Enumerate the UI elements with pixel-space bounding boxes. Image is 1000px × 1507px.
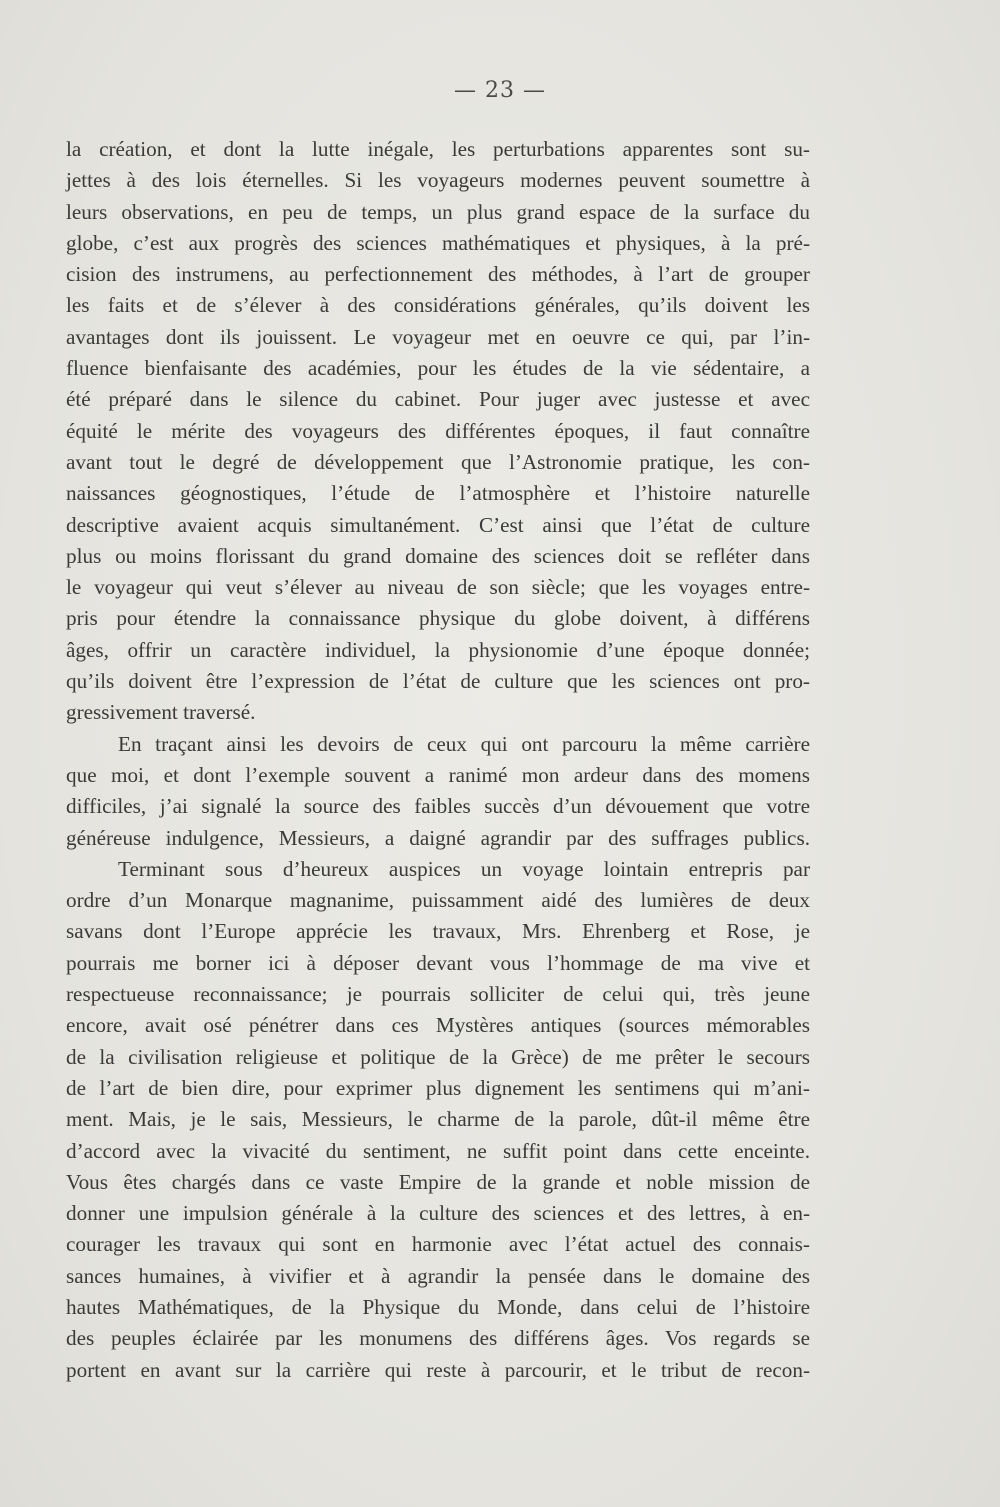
text-line: encore, avait osé pénétrer dans ces Mystères antiques (sources mémorables bbox=[66, 1013, 810, 1038]
page-number: — 23 — bbox=[454, 78, 546, 103]
text-line: respectueuse reconnaissance; je pourrais solliciter de celui qui, très jeune bbox=[66, 982, 810, 1007]
text-line: été préparé dans le silence du cabinet. Pour juger avec justesse et avec bbox=[66, 387, 810, 412]
text-line: jettes à des lois éternelles. Si les voyageurs modernes peuvent soumettre à bbox=[66, 168, 810, 193]
text-line: plus ou moins florissant du grand domaine des sciences doit se refléter dans bbox=[66, 543, 810, 568]
text-line: les faits et de s’élever à des considérations générales, qu’ils doivent les bbox=[66, 293, 810, 318]
text-line: difficiles, j’ai signalé la source des faibles succès d’un dévouement que votre bbox=[66, 794, 810, 819]
text-line: cision des instrumens, au perfectionnement des méthodes, à l’art de grouper bbox=[66, 262, 810, 287]
text-line: des peuples éclairée par les monumens des différens âges. Vos regards se bbox=[66, 1326, 810, 1351]
text-line: ment. Mais, je le sais, Messieurs, le charme de la parole, dût-il même être bbox=[66, 1107, 810, 1132]
text-line: ordre d’un Monarque magnanime, puissamment aidé des lumières de deux bbox=[66, 888, 810, 913]
text-line: de la civilisation religieuse et politique de la Grèce) de me prêter le secours bbox=[66, 1044, 810, 1069]
text-line: fluence bienfaisante des académies, pour les études de la vie sédentaire, a bbox=[66, 356, 810, 381]
text-line: globe, c’est aux progrès des sciences mathématiques et physiques, à la pré- bbox=[66, 230, 810, 255]
text-line: savans dont l’Europe apprécie les travaux, Mrs. Ehrenberg et Rose, je bbox=[66, 919, 810, 944]
text-line: le voyageur qui veut s’élever au niveau de son siècle; que les voyages entre- bbox=[66, 575, 810, 600]
text-line: la création, et dont la lutte inégale, les perturbations apparentes sont su- bbox=[66, 137, 810, 161]
text-line: En traçant ainsi les devoirs de ceux qui ont parcouru la même carrière bbox=[118, 731, 810, 756]
text-line: Vous êtes chargés dans ce vaste Empire de la grande et noble mission de bbox=[66, 1169, 810, 1194]
text-line: de l’art de bien dire, pour exprimer plus dignement les sentimens qui m’ani- bbox=[66, 1075, 810, 1100]
text-line: Terminant sous d’heureux auspices un voyage lointain entrepris par bbox=[118, 856, 810, 881]
text-line: pourrais me borner ici à déposer devant vous l’hommage de ma vive et bbox=[66, 950, 810, 975]
text-line: portent en avant sur la carrière qui reste à parcourir, et le tribut de recon- bbox=[66, 1357, 810, 1382]
text-line: équité le mérite des voyageurs des différentes époques, il faut connaître bbox=[66, 418, 810, 443]
text-line: qu’ils doivent être l’expression de l’état de culture que les sciences ont pro- bbox=[66, 669, 810, 694]
text-line: naissances géognostiques, l’étude de l’atmosphère et l’histoire naturelle bbox=[66, 481, 810, 506]
text-line: avantages dont ils jouissent. Le voyageur met en oeuvre ce qui, par l’in- bbox=[66, 324, 810, 349]
text-line: âges, offrir un caractère individuel, la physionomie d’une époque donnée; bbox=[66, 637, 810, 662]
text-line: hautes Mathématiques, de la Physique du Monde, dans celui de l’histoire bbox=[66, 1294, 810, 1319]
text-line: généreuse indulgence, Messieurs, a daigné agrandir par des suffrages publics. bbox=[66, 825, 810, 850]
body-text bbox=[66, 134, 810, 1386]
text-line: courager les travaux qui sont en harmonie avec l’état actuel des connais- bbox=[66, 1232, 810, 1257]
text-line: pris pour étendre la connaissance physique du globe doivent, à différens bbox=[66, 606, 810, 631]
text-line: gressivement traversé. bbox=[66, 700, 256, 725]
text-line: d’accord avec la vivacité du sentiment, ne suffit point dans cette enceinte. bbox=[66, 1138, 810, 1163]
text-line: descriptive avaient acquis simultanément. C’est ainsi que l’état de culture bbox=[66, 512, 810, 537]
text-line: donner une impulsion générale à la culture des sciences et des lettres, à en- bbox=[66, 1201, 810, 1226]
text-line: avant tout le degré de développement que l’Astronomie pratique, les con- bbox=[66, 449, 810, 474]
text-line: leurs observations, en peu de temps, un plus grand espace de la surface du bbox=[66, 199, 810, 224]
text-line: que moi, et dont l’exemple souvent a ranimé mon ardeur dans des momens bbox=[66, 762, 810, 787]
text-line: sances humaines, à vivifier et à agrandir la pensée dans le domaine des bbox=[66, 1263, 810, 1288]
